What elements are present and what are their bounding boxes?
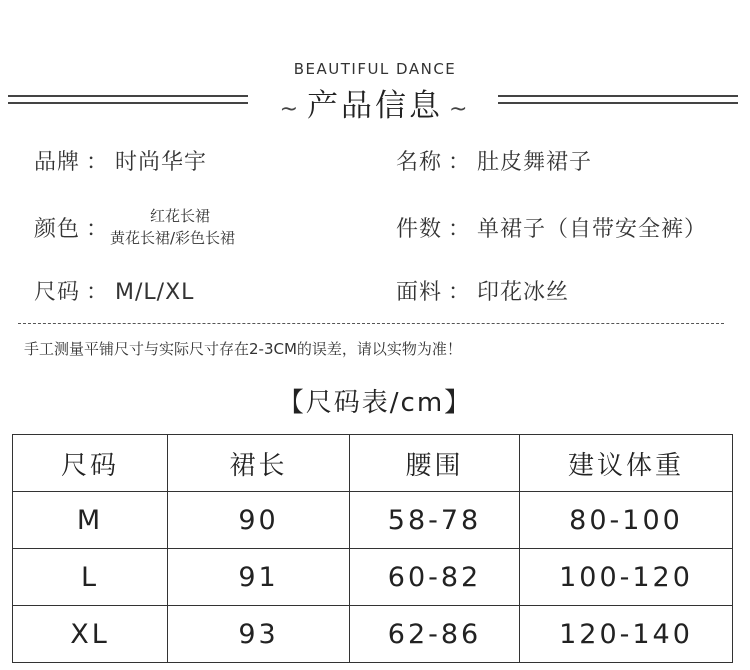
table-cell: 90: [168, 492, 350, 549]
color-values: [110, 205, 235, 249]
header-cell-length: 裙长: [168, 435, 350, 492]
tilde-ornament-right: ~: [449, 97, 471, 122]
table-cell: 100-120: [520, 549, 733, 606]
name-label: 名称: [396, 150, 443, 175]
header-subtitle: BEAUTIFUL DANCE: [293, 60, 457, 78]
fabric-label: 面料: [396, 280, 443, 305]
count-separator: ：: [448, 217, 472, 242]
info-color: [34, 212, 115, 243]
color-value-line2: 黄花长裙/彩色长裙: [110, 229, 236, 247]
table-cell: 93: [168, 606, 350, 663]
size-table-title: 【尺码表/cm】: [277, 388, 473, 418]
size-table-header-row: [13, 435, 733, 492]
table-cell: L: [13, 549, 168, 606]
name-separator: ：: [448, 150, 472, 175]
size-label: 尺码: [34, 280, 81, 305]
fabric-separator: ：: [448, 280, 472, 305]
count-label: 件数: [396, 217, 443, 242]
size-separator: ：: [86, 280, 110, 305]
header-cell-waist: 腰围: [350, 435, 520, 492]
header-cell-weight: 建议体重: [520, 435, 733, 492]
count-value: 单裙子（自带安全裤）: [477, 217, 708, 242]
page-title-row: [0, 80, 750, 125]
info-size: [34, 275, 194, 306]
size-table: [12, 434, 733, 663]
table-row: [13, 492, 733, 549]
info-brand: [34, 145, 207, 176]
table-cell: XL: [13, 606, 168, 663]
color-label: 颜色: [34, 217, 81, 242]
fabric-value: 印花冰丝: [477, 280, 570, 305]
info-count: [396, 212, 707, 243]
table-cell: 58-78: [350, 492, 520, 549]
table-cell: 91: [168, 549, 350, 606]
color-separator: ：: [86, 217, 110, 242]
tilde-ornament-left: ~: [279, 97, 301, 122]
size-value: M/L/XL: [115, 280, 195, 305]
table-cell: 80-100: [520, 492, 733, 549]
page-title: 产品信息: [307, 88, 443, 124]
table-cell: 62-86: [350, 606, 520, 663]
color-value-line1: 红花长裙: [150, 207, 211, 225]
table-cell: 60-82: [350, 549, 520, 606]
table-cell: M: [13, 492, 168, 549]
name-value: 肚皮舞裙子: [477, 150, 593, 175]
header-cell-size: 尺码: [13, 435, 168, 492]
brand-value: 时尚华宇: [115, 150, 208, 175]
table-row: [13, 549, 733, 606]
info-name: [396, 145, 592, 176]
table-cell: 120-140: [520, 606, 733, 663]
dashed-divider: [18, 323, 724, 324]
brand-label: 品牌: [34, 150, 81, 175]
measurement-note: 手工测量平铺尺寸与实际尺寸存在2-3CM的误差，请以实物为准！: [24, 340, 462, 358]
info-fabric: [396, 275, 569, 306]
table-row: [13, 606, 733, 663]
brand-separator: ：: [86, 150, 110, 175]
